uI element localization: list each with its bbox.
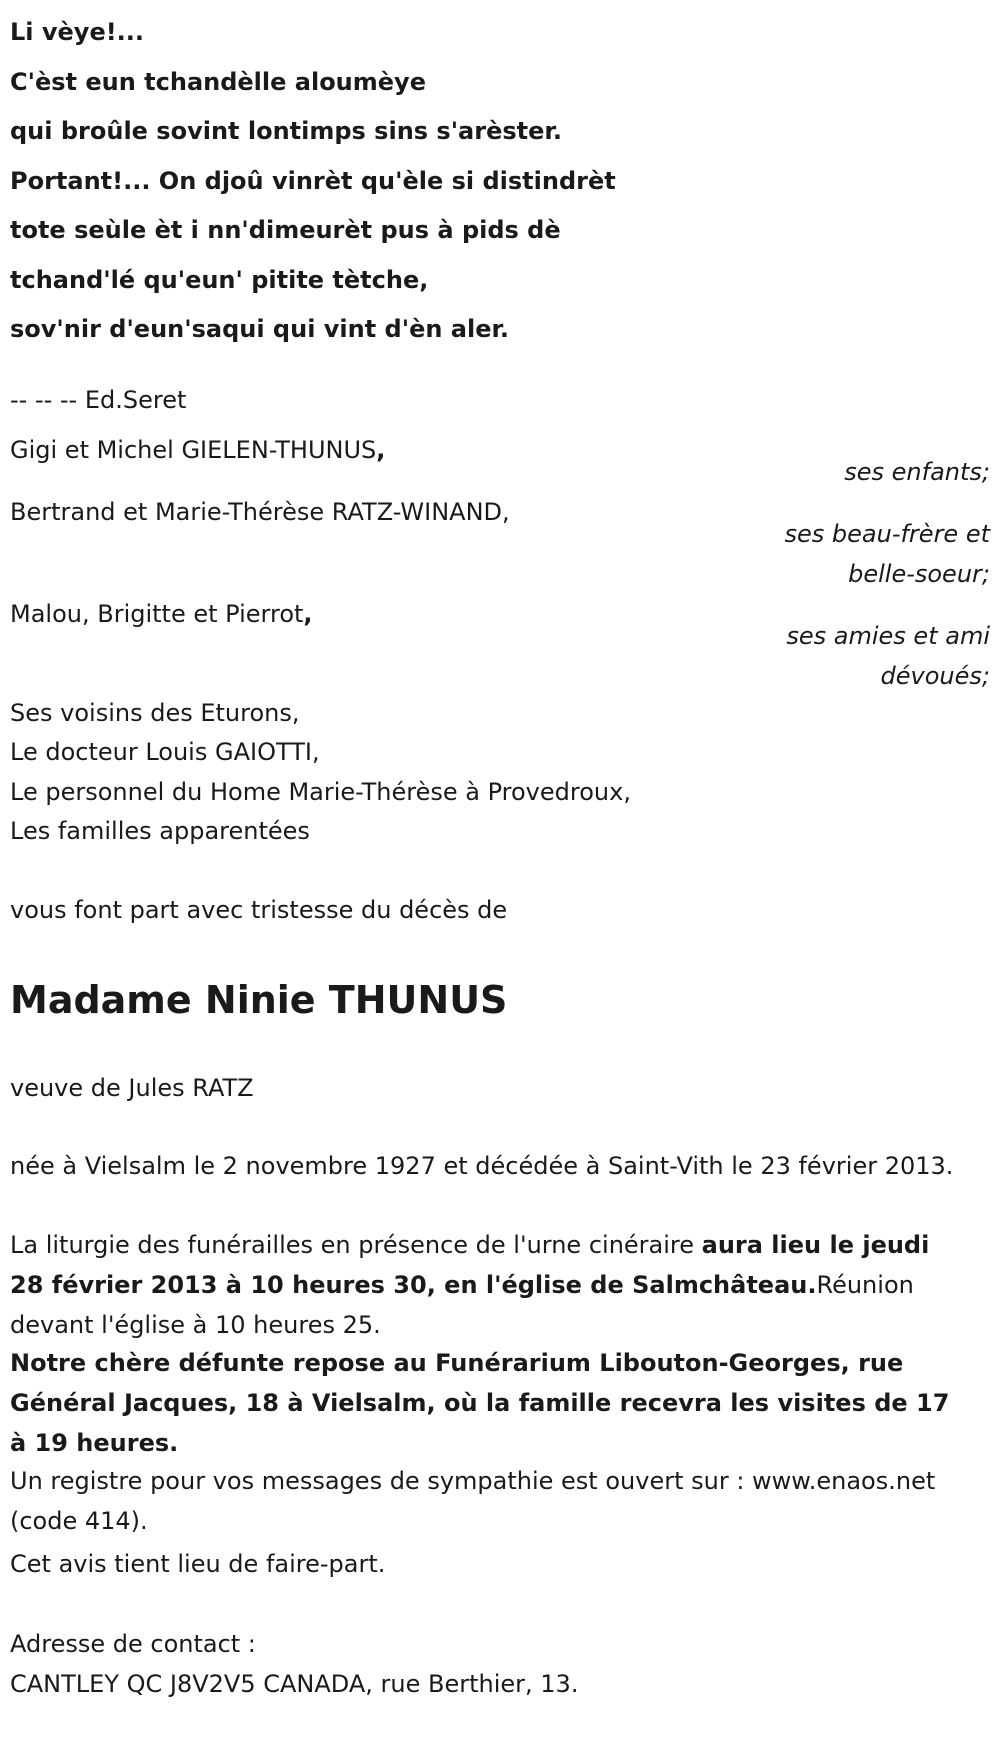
contact-label: Adresse de contact : bbox=[10, 1630, 256, 1658]
friends-role-line: dévoués; bbox=[880, 662, 990, 690]
children-names bbox=[10, 432, 385, 468]
contact-address: CANTLEY QC J8V2V5 CANADA, rue Berthier, 13. bbox=[10, 1670, 579, 1698]
friends-role-line: ses amies et ami bbox=[786, 622, 990, 650]
notice-text: Cet avis tient lieu de faire-part. bbox=[10, 1550, 386, 1578]
liturgy-info bbox=[10, 1225, 970, 1345]
condolence-register: Un registre pour vos messages de sympathie est ouvert sur : www.enaos.net (code 414). bbox=[10, 1467, 936, 1535]
friends-names bbox=[10, 596, 313, 632]
children-role-text: ses enfants; bbox=[844, 458, 990, 486]
friends-comma: , bbox=[303, 600, 313, 628]
other-mourner: Ses voisins des Eturons, bbox=[10, 699, 300, 727]
gathering-info: Réunion devant l'église à 10 heures 25. bbox=[10, 1271, 914, 1339]
walloon-poem bbox=[10, 8, 710, 355]
friends-names-text: Malou, Brigitte et Pierrot bbox=[10, 600, 304, 628]
poem-line: sov'nir d'eun'saqui qui vint d'èn aler. bbox=[10, 315, 510, 343]
widow-of: veuve de Jules RATZ bbox=[10, 1074, 254, 1102]
poem-line: Li vèye!... bbox=[10, 18, 145, 46]
funerarium-info: Notre chère défunte repose au Funérarium Libouton-Georges, rue Général Jacques, 18 à Vielsalm, où la famille recevra les visites de 17 à 19 heures. bbox=[10, 1349, 950, 1457]
other-mourner: Le personnel du Home Marie-Thérèse à Provedroux, bbox=[10, 778, 631, 806]
poem-line: Portant!... On djoû vinrèt qu'èle si distindrèt bbox=[10, 166, 616, 195]
deceased-name: Madame Ninie THUNUS bbox=[10, 978, 508, 1022]
friends-role bbox=[730, 616, 990, 696]
birth-death-dates: née à Vielsalm le 2 novembre 1927 et décédée à Saint-Vith le 23 février 2013. bbox=[10, 1152, 954, 1180]
children-comma: , bbox=[376, 436, 386, 464]
inlaws-role bbox=[730, 514, 990, 594]
children-names-text: Gigi et Michel GIELEN-THUNUS bbox=[10, 436, 377, 464]
announcement-intro: vous font part avec tristesse du décès de bbox=[10, 896, 508, 924]
children-role bbox=[730, 452, 990, 492]
poem-line: C'èst eun tchandèlle aloumèye bbox=[10, 67, 426, 96]
liturgy-details: aura lieu le jeudi 28 février 2013 à 10 heures 30, en l'église de Salmchâteau. bbox=[10, 1231, 930, 1299]
liturgy-text: La liturgie des funérailles en présence de l'urne cinéraire bbox=[10, 1231, 702, 1259]
other-mourner: Le docteur Louis GAIOTTI, bbox=[10, 738, 320, 766]
inlaws-role-line: ses beau-frère et bbox=[784, 520, 990, 548]
poem-line: tchand'lé qu'eun' pitite tètche, bbox=[10, 265, 429, 294]
inlaws-role-line: belle-soeur; bbox=[848, 560, 990, 588]
other-mourner: Les familles apparentées bbox=[10, 817, 310, 845]
poem-line: qui broûle sovint lontimps sins s'arèster. bbox=[10, 117, 562, 145]
poem-line: tote seùle èt i nn'dimeurèt pus à pids dè bbox=[10, 216, 561, 244]
inlaws-names: Bertrand et Marie-Thérèse RATZ-WINAND, bbox=[10, 498, 510, 526]
poem-author: -- -- -- Ed.Seret bbox=[10, 386, 187, 414]
